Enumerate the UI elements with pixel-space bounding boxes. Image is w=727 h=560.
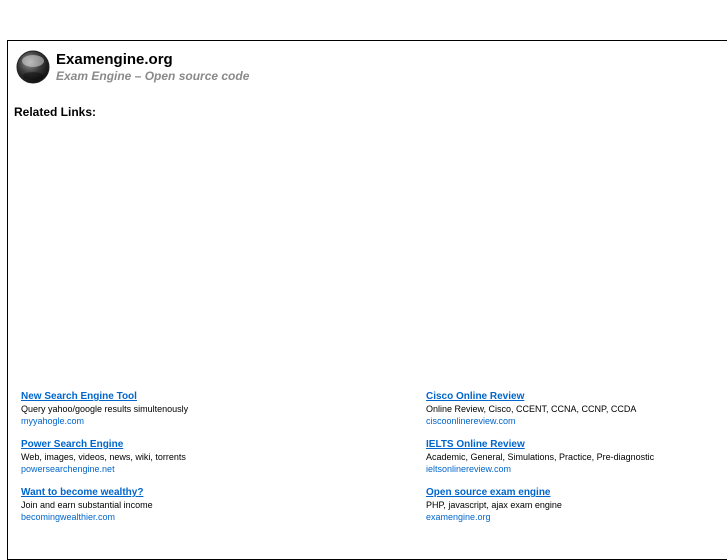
ad-description: Query yahoo/google results simultenously (21, 404, 189, 414)
ad-title-link[interactable]: IELTS Online Review (426, 439, 525, 450)
ad-item (21, 486, 426, 523)
ad-item (21, 390, 426, 427)
ad-description: Online Review, Cisco, CCENT, CCNA, CCNP, CCDA (426, 404, 637, 414)
title-block (56, 51, 249, 84)
ad-description: PHP, javascript, ajax exam engine (426, 500, 562, 510)
ad-url-link[interactable]: ieltsonlinereview.com (426, 464, 512, 474)
ad-url-link[interactable]: ciscoonlinereview.com (426, 416, 516, 426)
ad-title-link[interactable]: Cisco Online Review (426, 391, 525, 402)
ad-title-link[interactable]: Power Search Engine (21, 439, 124, 450)
ad-url-link[interactable]: powersearchengine.net (21, 464, 115, 474)
ad-item (426, 438, 716, 475)
site-header (16, 47, 249, 87)
related-links-label: Related Links: (14, 105, 97, 119)
site-tagline: Exam Engine – Open source code (56, 68, 250, 83)
ad-description: Academic, General, Simulations, Practice, Pre-diagnostic (426, 452, 655, 462)
ad-title-link[interactable]: New Search Engine Tool (21, 391, 137, 402)
ad-title-link[interactable]: Want to become wealthy? (21, 487, 144, 498)
ad-description: Web, images, videos, news, wiki, torrents (21, 452, 186, 462)
ad-item (426, 486, 716, 523)
ad-item (426, 390, 716, 427)
ad-grid (21, 390, 721, 523)
ad-url-link[interactable]: myyahogle.com (21, 416, 85, 426)
ad-url-link[interactable]: becomingwealthier.com (21, 512, 116, 522)
ad-url-link[interactable]: examengine.org (426, 512, 491, 522)
sphere-logo-icon[interactable] (16, 50, 50, 84)
ad-description: Join and earn substantial income (21, 500, 153, 510)
site-title[interactable]: Examengine.org (56, 50, 173, 68)
ad-item (21, 438, 426, 475)
ad-title-link[interactable]: Open source exam engine (426, 487, 551, 498)
page-frame (7, 40, 727, 560)
